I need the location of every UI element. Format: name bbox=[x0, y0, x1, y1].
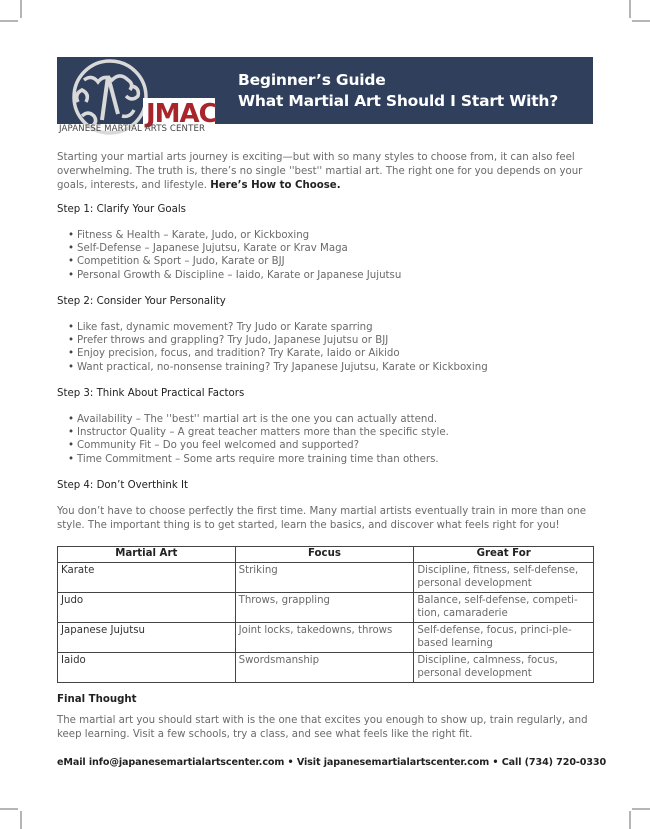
crop-mark bbox=[632, 808, 650, 810]
list-item: • Want practical, no-nonsense training? Try Japanese Jujutsu, Karate or Kickboxing bbox=[68, 361, 488, 374]
list-item: • Self-Defense – Japanese Jujutsu, Karate or Krav Maga bbox=[68, 242, 401, 255]
step-4-section bbox=[57, 479, 188, 493]
crop-mark bbox=[629, 811, 631, 829]
page-title bbox=[238, 70, 558, 112]
table-cell-art: Japanese Jujutsu bbox=[58, 623, 236, 653]
step-heading: Step 3: Think About Practical Factors bbox=[57, 388, 245, 399]
table-cell-focus: Throws, grappling bbox=[235, 593, 414, 623]
step-3-section bbox=[57, 387, 244, 401]
table-row bbox=[58, 563, 594, 593]
step-3-list bbox=[61, 413, 449, 466]
crop-mark bbox=[632, 20, 650, 22]
crop-mark bbox=[629, 0, 631, 18]
final-heading: Final Thought bbox=[57, 694, 137, 705]
title-line-2: What Martial Art Should I Start With? bbox=[238, 92, 559, 110]
crop-mark bbox=[0, 20, 18, 22]
list-item: • Enjoy precision, focus, and tradition? Try Karate, Iaido or Aikido bbox=[68, 347, 488, 360]
table-cell-focus: Joint locks, takedowns, throws bbox=[235, 623, 414, 653]
list-item: • Competition & Sport – Judo, Karate or BJJ bbox=[68, 255, 401, 268]
table-cell-great-for: Discipline, fitness, self-defense, personal development bbox=[414, 563, 594, 593]
intro-paragraph bbox=[57, 151, 597, 193]
step-2-section bbox=[57, 295, 226, 309]
crop-mark bbox=[20, 0, 22, 18]
table-row bbox=[58, 653, 594, 683]
column-header: Great For bbox=[414, 547, 594, 563]
table-row bbox=[58, 623, 594, 653]
table-cell-focus: Swordsmanship bbox=[235, 653, 414, 683]
column-header: Martial Art bbox=[58, 547, 236, 563]
crop-mark bbox=[20, 811, 22, 829]
list-item: • Personal Growth & Discipline – Iaido, Karate or Japanese Jujutsu bbox=[68, 269, 401, 282]
logo-subtitle: JAPANESE MARTIAL ARTS CENTER bbox=[59, 124, 206, 134]
logo-mark: JMAC bbox=[146, 99, 217, 129]
step-1-list bbox=[61, 229, 401, 282]
table-header-row bbox=[58, 547, 594, 563]
intro-text: Starting your martial arts journey is exciting—but with so many styles to choose from, it can also feel overwhelming. The truth is, there’s no single ''best'' martial art. The right one for you depends on your goals, interests, and lifestyle. bbox=[57, 152, 583, 191]
title-line-1: Beginner’s Guide bbox=[238, 71, 386, 89]
table-cell-art: Karate bbox=[58, 563, 236, 593]
step-2-list bbox=[61, 321, 488, 374]
table-cell-art: Judo bbox=[58, 593, 236, 623]
list-item: • Like fast, dynamic movement? Try Judo or Karate sparring bbox=[68, 321, 488, 334]
crop-mark bbox=[0, 808, 18, 810]
table-cell-great-for: Balance, self-defense, competi-tion, camaraderie bbox=[414, 593, 594, 623]
table-cell-focus: Striking bbox=[235, 563, 414, 593]
table-cell-great-for: Discipline, calmness, focus, personal development bbox=[414, 653, 594, 683]
list-item: • Fitness & Health – Karate, Judo, or Kickboxing bbox=[68, 229, 401, 242]
step-4-paragraph: You don’t have to choose perfectly the first time. Many martial artists eventually train in more than one style. The important thing is to get started, learn the basics, and discover what feels right for you! bbox=[57, 506, 586, 531]
list-item: • Community Fit – Do you feel welcomed and supported? bbox=[68, 439, 449, 452]
list-item: • Instructor Quality – A great teacher matters more than the specific style. bbox=[68, 426, 449, 439]
martial-arts-table bbox=[57, 546, 594, 683]
step-heading: Step 4: Don’t Overthink It bbox=[57, 480, 188, 491]
list-item: • Availability – The ''best'' martial art is the one you can actually attend. bbox=[68, 413, 449, 426]
column-header: Focus bbox=[235, 547, 414, 563]
intro-bold: Here’s How to Choose. bbox=[210, 180, 341, 191]
step-1-section bbox=[57, 203, 186, 217]
final-paragraph: The martial art you should start with is the one that excites you enough to show up, train regularly, and keep learning. Visit a few schools, try a class, and see what feels like the right fit. bbox=[57, 715, 588, 740]
list-item: • Time Commitment – Some arts require more training time than others. bbox=[68, 453, 449, 466]
contact-footer: eMail info@japanesemartialartscenter.com • Visit japanesemartialartscenter.com • Call (734) 720-0330 bbox=[57, 757, 607, 768]
list-item: • Prefer throws and grappling? Try Judo, Japanese Jujutsu or BJJ bbox=[68, 334, 488, 347]
table-cell-great-for: Self-defense, focus, princi-ple-based learning bbox=[414, 623, 594, 653]
step-heading: Step 1: Clarify Your Goals bbox=[57, 204, 186, 215]
logo-emblem-icon bbox=[74, 61, 146, 133]
table-row bbox=[58, 593, 594, 623]
step-heading: Step 2: Consider Your Personality bbox=[57, 296, 226, 307]
table-cell-art: Iaido bbox=[58, 653, 236, 683]
